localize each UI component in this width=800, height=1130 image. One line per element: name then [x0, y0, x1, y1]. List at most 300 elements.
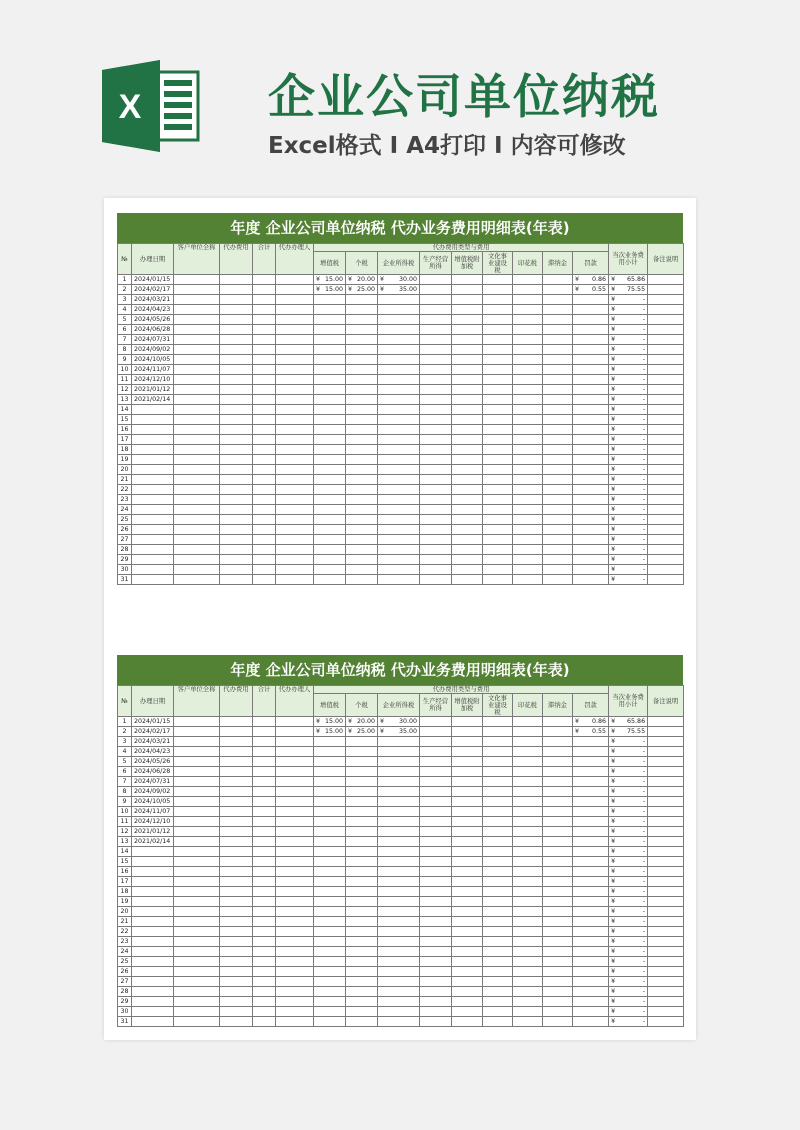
- cell-business-income[interactable]: [420, 747, 452, 757]
- cell-vat-surcharge[interactable]: [452, 727, 483, 737]
- cell-agency-fee[interactable]: [220, 285, 253, 295]
- cell-corp-income-tax[interactable]: ¥ 35.00: [378, 285, 420, 295]
- cell-handler[interactable]: [276, 847, 314, 857]
- cell-client[interactable]: [174, 807, 220, 817]
- cell-vat[interactable]: [314, 867, 346, 877]
- cell-total[interactable]: [253, 425, 276, 435]
- cell-business-income[interactable]: [420, 947, 452, 957]
- cell-handler[interactable]: [276, 987, 314, 997]
- cell-handler[interactable]: [276, 305, 314, 315]
- cell-vat[interactable]: [314, 525, 346, 535]
- cell-penalty[interactable]: [573, 897, 609, 907]
- cell-remarks[interactable]: [648, 535, 684, 545]
- cell-corp-income-tax[interactable]: ¥ 30.00: [378, 275, 420, 285]
- cell-subtotal[interactable]: ¥ -: [609, 355, 648, 365]
- cell-vat-surcharge[interactable]: [452, 867, 483, 877]
- cell-total[interactable]: [253, 455, 276, 465]
- cell-agency-fee[interactable]: [220, 575, 253, 585]
- cell-handler[interactable]: [276, 837, 314, 847]
- cell-remarks[interactable]: [648, 315, 684, 325]
- cell-subtotal[interactable]: ¥ -: [609, 787, 648, 797]
- cell-penalty[interactable]: [573, 1017, 609, 1027]
- cell-date[interactable]: 2024/09/02: [132, 787, 174, 797]
- cell-agency-fee[interactable]: [220, 947, 253, 957]
- cell-total[interactable]: [253, 887, 276, 897]
- cell-vat-surcharge[interactable]: [452, 455, 483, 465]
- cell-culture-tax[interactable]: [483, 295, 513, 305]
- cell-date[interactable]: [132, 867, 174, 877]
- cell-stamp-tax[interactable]: [513, 797, 543, 807]
- cell-culture-tax[interactable]: [483, 515, 513, 525]
- cell-total[interactable]: [253, 295, 276, 305]
- cell-client[interactable]: [174, 565, 220, 575]
- cell-business-income[interactable]: [420, 887, 452, 897]
- cell-culture-tax[interactable]: [483, 907, 513, 917]
- cell-vat-surcharge[interactable]: [452, 505, 483, 515]
- cell-personal-tax[interactable]: [346, 877, 378, 887]
- cell-corp-income-tax[interactable]: [378, 455, 420, 465]
- cell-business-income[interactable]: [420, 495, 452, 505]
- cell-late-fee[interactable]: [543, 1007, 573, 1017]
- cell-handler[interactable]: [276, 395, 314, 405]
- cell-remarks[interactable]: [648, 435, 684, 445]
- cell-stamp-tax[interactable]: [513, 987, 543, 997]
- cell-date[interactable]: 2024/09/02: [132, 345, 174, 355]
- cell-client[interactable]: [174, 947, 220, 957]
- cell-date[interactable]: [132, 917, 174, 927]
- cell-vat[interactable]: [314, 395, 346, 405]
- cell-client[interactable]: [174, 817, 220, 827]
- cell-vat[interactable]: [314, 455, 346, 465]
- cell-culture-tax[interactable]: [483, 717, 513, 727]
- cell-vat[interactable]: [314, 757, 346, 767]
- cell-penalty[interactable]: [573, 817, 609, 827]
- cell-penalty[interactable]: [573, 505, 609, 515]
- cell-client[interactable]: [174, 465, 220, 475]
- cell-late-fee[interactable]: [543, 385, 573, 395]
- cell-personal-tax[interactable]: [346, 997, 378, 1007]
- cell-total[interactable]: [253, 807, 276, 817]
- cell-culture-tax[interactable]: [483, 727, 513, 737]
- cell-business-income[interactable]: [420, 285, 452, 295]
- cell-personal-tax[interactable]: [346, 555, 378, 565]
- cell-agency-fee[interactable]: [220, 275, 253, 285]
- cell-total[interactable]: [253, 385, 276, 395]
- cell-agency-fee[interactable]: [220, 907, 253, 917]
- cell-date[interactable]: 2024/06/28: [132, 767, 174, 777]
- cell-vat-surcharge[interactable]: [452, 275, 483, 285]
- cell-total[interactable]: [253, 947, 276, 957]
- cell-stamp-tax[interactable]: [513, 275, 543, 285]
- cell-subtotal[interactable]: ¥ -: [609, 335, 648, 345]
- cell-late-fee[interactable]: [543, 767, 573, 777]
- cell-penalty[interactable]: [573, 455, 609, 465]
- cell-business-income[interactable]: [420, 967, 452, 977]
- cell-handler[interactable]: [276, 747, 314, 757]
- cell-stamp-tax[interactable]: [513, 465, 543, 475]
- cell-late-fee[interactable]: [543, 485, 573, 495]
- cell-vat[interactable]: [314, 315, 346, 325]
- cell-stamp-tax[interactable]: [513, 887, 543, 897]
- cell-remarks[interactable]: [648, 897, 684, 907]
- cell-late-fee[interactable]: [543, 957, 573, 967]
- cell-subtotal[interactable]: ¥ -: [609, 485, 648, 495]
- cell-corp-income-tax[interactable]: [378, 325, 420, 335]
- cell-personal-tax[interactable]: [346, 767, 378, 777]
- cell-client[interactable]: [174, 535, 220, 545]
- cell-agency-fee[interactable]: [220, 455, 253, 465]
- cell-late-fee[interactable]: [543, 455, 573, 465]
- cell-date[interactable]: [132, 515, 174, 525]
- cell-corp-income-tax[interactable]: [378, 777, 420, 787]
- cell-stamp-tax[interactable]: [513, 727, 543, 737]
- cell-business-income[interactable]: [420, 817, 452, 827]
- cell-handler[interactable]: [276, 927, 314, 937]
- cell-penalty[interactable]: [573, 355, 609, 365]
- cell-subtotal[interactable]: ¥ -: [609, 305, 648, 315]
- cell-culture-tax[interactable]: [483, 1007, 513, 1017]
- cell-vat[interactable]: ¥ 15.00: [314, 275, 346, 285]
- cell-personal-tax[interactable]: [346, 887, 378, 897]
- cell-remarks[interactable]: [648, 445, 684, 455]
- cell-personal-tax[interactable]: [346, 525, 378, 535]
- cell-remarks[interactable]: [648, 555, 684, 565]
- cell-late-fee[interactable]: [543, 797, 573, 807]
- cell-vat-surcharge[interactable]: [452, 777, 483, 787]
- cell-agency-fee[interactable]: [220, 737, 253, 747]
- cell-business-income[interactable]: [420, 295, 452, 305]
- cell-personal-tax[interactable]: [346, 385, 378, 395]
- cell-corp-income-tax[interactable]: [378, 555, 420, 565]
- cell-total[interactable]: [253, 495, 276, 505]
- cell-vat[interactable]: [314, 927, 346, 937]
- cell-culture-tax[interactable]: [483, 485, 513, 495]
- cell-late-fee[interactable]: [543, 495, 573, 505]
- cell-remarks[interactable]: [648, 565, 684, 575]
- cell-subtotal[interactable]: ¥ -: [609, 565, 648, 575]
- cell-agency-fee[interactable]: [220, 747, 253, 757]
- cell-penalty[interactable]: [573, 957, 609, 967]
- cell-client[interactable]: [174, 425, 220, 435]
- cell-penalty[interactable]: [573, 937, 609, 947]
- cell-late-fee[interactable]: [543, 727, 573, 737]
- cell-vat-surcharge[interactable]: [452, 565, 483, 575]
- cell-client[interactable]: [174, 927, 220, 937]
- cell-date[interactable]: [132, 495, 174, 505]
- cell-subtotal[interactable]: ¥ -: [609, 747, 648, 757]
- cell-date[interactable]: [132, 987, 174, 997]
- cell-late-fee[interactable]: [543, 717, 573, 727]
- cell-date[interactable]: [132, 505, 174, 515]
- cell-culture-tax[interactable]: [483, 575, 513, 585]
- cell-penalty[interactable]: [573, 445, 609, 455]
- cell-business-income[interactable]: [420, 315, 452, 325]
- cell-personal-tax[interactable]: [346, 475, 378, 485]
- cell-personal-tax[interactable]: ¥ 25.00: [346, 727, 378, 737]
- cell-business-income[interactable]: [420, 395, 452, 405]
- cell-vat[interactable]: [314, 907, 346, 917]
- cell-remarks[interactable]: [648, 827, 684, 837]
- cell-business-income[interactable]: [420, 515, 452, 525]
- cell-subtotal[interactable]: ¥ -: [609, 435, 648, 445]
- cell-personal-tax[interactable]: [346, 295, 378, 305]
- cell-date[interactable]: 2024/10/05: [132, 797, 174, 807]
- cell-total[interactable]: [253, 777, 276, 787]
- cell-late-fee[interactable]: [543, 345, 573, 355]
- cell-date[interactable]: 2024/10/05: [132, 355, 174, 365]
- cell-business-income[interactable]: [420, 375, 452, 385]
- cell-culture-tax[interactable]: [483, 777, 513, 787]
- cell-subtotal[interactable]: ¥ -: [609, 777, 648, 787]
- cell-stamp-tax[interactable]: [513, 335, 543, 345]
- cell-vat[interactable]: [314, 465, 346, 475]
- cell-culture-tax[interactable]: [483, 937, 513, 947]
- cell-penalty[interactable]: [573, 987, 609, 997]
- cell-late-fee[interactable]: [543, 505, 573, 515]
- cell-subtotal[interactable]: ¥ -: [609, 867, 648, 877]
- cell-subtotal[interactable]: ¥ -: [609, 917, 648, 927]
- cell-stamp-tax[interactable]: [513, 575, 543, 585]
- cell-total[interactable]: [253, 867, 276, 877]
- cell-corp-income-tax[interactable]: [378, 857, 420, 867]
- cell-stamp-tax[interactable]: [513, 997, 543, 1007]
- cell-agency-fee[interactable]: [220, 375, 253, 385]
- cell-subtotal[interactable]: ¥ 65.86: [609, 275, 648, 285]
- cell-vat-surcharge[interactable]: [452, 475, 483, 485]
- cell-stamp-tax[interactable]: [513, 897, 543, 907]
- cell-total[interactable]: [253, 997, 276, 1007]
- cell-culture-tax[interactable]: [483, 737, 513, 747]
- cell-subtotal[interactable]: ¥ -: [609, 967, 648, 977]
- cell-culture-tax[interactable]: [483, 505, 513, 515]
- cell-handler[interactable]: [276, 445, 314, 455]
- cell-vat[interactable]: [314, 807, 346, 817]
- cell-vat[interactable]: [314, 817, 346, 827]
- cell-handler[interactable]: [276, 867, 314, 877]
- cell-remarks[interactable]: [648, 747, 684, 757]
- cell-date[interactable]: 2024/05/26: [132, 315, 174, 325]
- cell-total[interactable]: [253, 535, 276, 545]
- cell-personal-tax[interactable]: [346, 737, 378, 747]
- cell-personal-tax[interactable]: [346, 837, 378, 847]
- cell-total[interactable]: [253, 917, 276, 927]
- cell-vat-surcharge[interactable]: [452, 887, 483, 897]
- cell-business-income[interactable]: [420, 877, 452, 887]
- cell-corp-income-tax[interactable]: ¥ 30.00: [378, 717, 420, 727]
- cell-vat-surcharge[interactable]: [452, 415, 483, 425]
- cell-business-income[interactable]: [420, 385, 452, 395]
- cell-vat[interactable]: [314, 1017, 346, 1027]
- cell-late-fee[interactable]: [543, 555, 573, 565]
- cell-handler[interactable]: [276, 907, 314, 917]
- cell-agency-fee[interactable]: [220, 857, 253, 867]
- cell-penalty[interactable]: [573, 967, 609, 977]
- cell-remarks[interactable]: [648, 757, 684, 767]
- cell-subtotal[interactable]: ¥ -: [609, 425, 648, 435]
- cell-business-income[interactable]: [420, 545, 452, 555]
- cell-corp-income-tax[interactable]: [378, 295, 420, 305]
- cell-subtotal[interactable]: ¥ -: [609, 365, 648, 375]
- cell-late-fee[interactable]: [543, 877, 573, 887]
- cell-remarks[interactable]: [648, 505, 684, 515]
- cell-vat[interactable]: [314, 345, 346, 355]
- cell-agency-fee[interactable]: [220, 927, 253, 937]
- cell-subtotal[interactable]: ¥ -: [609, 545, 648, 555]
- cell-vat-surcharge[interactable]: [452, 515, 483, 525]
- cell-penalty[interactable]: [573, 867, 609, 877]
- cell-handler[interactable]: [276, 355, 314, 365]
- cell-culture-tax[interactable]: [483, 867, 513, 877]
- cell-remarks[interactable]: [648, 525, 684, 535]
- cell-business-income[interactable]: [420, 405, 452, 415]
- cell-penalty[interactable]: [573, 877, 609, 887]
- cell-corp-income-tax[interactable]: [378, 575, 420, 585]
- cell-stamp-tax[interactable]: [513, 365, 543, 375]
- cell-subtotal[interactable]: ¥ -: [609, 465, 648, 475]
- cell-date[interactable]: 2024/11/07: [132, 807, 174, 817]
- cell-vat-surcharge[interactable]: [452, 535, 483, 545]
- cell-total[interactable]: [253, 355, 276, 365]
- cell-remarks[interactable]: [648, 837, 684, 847]
- cell-handler[interactable]: [276, 575, 314, 585]
- cell-vat[interactable]: [314, 325, 346, 335]
- cell-subtotal[interactable]: ¥ -: [609, 505, 648, 515]
- cell-business-income[interactable]: [420, 737, 452, 747]
- cell-personal-tax[interactable]: [346, 797, 378, 807]
- cell-stamp-tax[interactable]: [513, 1017, 543, 1027]
- cell-date[interactable]: 2024/04/23: [132, 305, 174, 315]
- cell-total[interactable]: [253, 545, 276, 555]
- cell-vat[interactable]: ¥ 15.00: [314, 285, 346, 295]
- cell-total[interactable]: [253, 897, 276, 907]
- cell-date[interactable]: 2024/02/17: [132, 727, 174, 737]
- cell-agency-fee[interactable]: [220, 385, 253, 395]
- cell-late-fee[interactable]: [543, 857, 573, 867]
- cell-late-fee[interactable]: [543, 747, 573, 757]
- cell-late-fee[interactable]: [543, 525, 573, 535]
- cell-client[interactable]: [174, 315, 220, 325]
- cell-agency-fee[interactable]: [220, 305, 253, 315]
- cell-vat[interactable]: [314, 957, 346, 967]
- cell-agency-fee[interactable]: [220, 395, 253, 405]
- cell-vat[interactable]: [314, 335, 346, 345]
- cell-date[interactable]: [132, 475, 174, 485]
- cell-corp-income-tax[interactable]: [378, 475, 420, 485]
- cell-penalty[interactable]: [573, 515, 609, 525]
- cell-client[interactable]: [174, 857, 220, 867]
- cell-remarks[interactable]: [648, 495, 684, 505]
- cell-vat-surcharge[interactable]: [452, 917, 483, 927]
- cell-handler[interactable]: [276, 977, 314, 987]
- cell-culture-tax[interactable]: [483, 565, 513, 575]
- cell-client[interactable]: [174, 365, 220, 375]
- cell-late-fee[interactable]: [543, 415, 573, 425]
- cell-culture-tax[interactable]: [483, 827, 513, 837]
- cell-handler[interactable]: [276, 425, 314, 435]
- cell-client[interactable]: [174, 295, 220, 305]
- cell-culture-tax[interactable]: [483, 345, 513, 355]
- cell-handler[interactable]: [276, 465, 314, 475]
- cell-business-income[interactable]: [420, 837, 452, 847]
- cell-late-fee[interactable]: [543, 295, 573, 305]
- cell-stamp-tax[interactable]: [513, 907, 543, 917]
- cell-handler[interactable]: [276, 827, 314, 837]
- cell-handler[interactable]: [276, 947, 314, 957]
- cell-vat-surcharge[interactable]: [452, 877, 483, 887]
- cell-vat-surcharge[interactable]: [452, 967, 483, 977]
- cell-client[interactable]: [174, 907, 220, 917]
- cell-vat[interactable]: [314, 475, 346, 485]
- cell-handler[interactable]: [276, 535, 314, 545]
- cell-agency-fee[interactable]: [220, 807, 253, 817]
- cell-subtotal[interactable]: ¥ -: [609, 827, 648, 837]
- cell-stamp-tax[interactable]: [513, 425, 543, 435]
- cell-personal-tax[interactable]: [346, 365, 378, 375]
- cell-subtotal[interactable]: ¥ -: [609, 515, 648, 525]
- cell-personal-tax[interactable]: [346, 325, 378, 335]
- cell-remarks[interactable]: [648, 927, 684, 937]
- cell-business-income[interactable]: [420, 535, 452, 545]
- cell-agency-fee[interactable]: [220, 335, 253, 345]
- cell-personal-tax[interactable]: [346, 947, 378, 957]
- cell-client[interactable]: [174, 827, 220, 837]
- cell-agency-fee[interactable]: [220, 767, 253, 777]
- cell-corp-income-tax[interactable]: [378, 1017, 420, 1027]
- cell-total[interactable]: [253, 1017, 276, 1027]
- cell-stamp-tax[interactable]: [513, 807, 543, 817]
- cell-culture-tax[interactable]: [483, 445, 513, 455]
- cell-culture-tax[interactable]: [483, 1017, 513, 1027]
- cell-remarks[interactable]: [648, 787, 684, 797]
- cell-penalty[interactable]: ¥ 0.55: [573, 285, 609, 295]
- cell-business-income[interactable]: [420, 987, 452, 997]
- cell-corp-income-tax[interactable]: [378, 385, 420, 395]
- cell-subtotal[interactable]: ¥ -: [609, 575, 648, 585]
- cell-personal-tax[interactable]: [346, 817, 378, 827]
- cell-client[interactable]: [174, 897, 220, 907]
- cell-client[interactable]: [174, 727, 220, 737]
- cell-date[interactable]: 2024/12/10: [132, 375, 174, 385]
- cell-personal-tax[interactable]: [346, 927, 378, 937]
- cell-vat[interactable]: [314, 787, 346, 797]
- cell-personal-tax[interactable]: [346, 505, 378, 515]
- cell-vat-surcharge[interactable]: [452, 335, 483, 345]
- cell-personal-tax[interactable]: [346, 777, 378, 787]
- cell-penalty[interactable]: [573, 917, 609, 927]
- cell-vat-surcharge[interactable]: [452, 485, 483, 495]
- cell-date[interactable]: [132, 1007, 174, 1017]
- cell-late-fee[interactable]: [543, 405, 573, 415]
- cell-vat-surcharge[interactable]: [452, 325, 483, 335]
- cell-date[interactable]: [132, 947, 174, 957]
- cell-date[interactable]: [132, 847, 174, 857]
- cell-date[interactable]: [132, 1017, 174, 1027]
- cell-date[interactable]: 2024/07/31: [132, 335, 174, 345]
- cell-culture-tax[interactable]: [483, 877, 513, 887]
- cell-late-fee[interactable]: [543, 325, 573, 335]
- cell-corp-income-tax[interactable]: [378, 737, 420, 747]
- cell-agency-fee[interactable]: [220, 555, 253, 565]
- cell-handler[interactable]: [276, 545, 314, 555]
- cell-client[interactable]: [174, 385, 220, 395]
- cell-subtotal[interactable]: ¥ 65.86: [609, 717, 648, 727]
- cell-penalty[interactable]: [573, 365, 609, 375]
- cell-client[interactable]: [174, 877, 220, 887]
- cell-handler[interactable]: [276, 967, 314, 977]
- cell-stamp-tax[interactable]: [513, 515, 543, 525]
- cell-late-fee[interactable]: [543, 947, 573, 957]
- cell-stamp-tax[interactable]: [513, 505, 543, 515]
